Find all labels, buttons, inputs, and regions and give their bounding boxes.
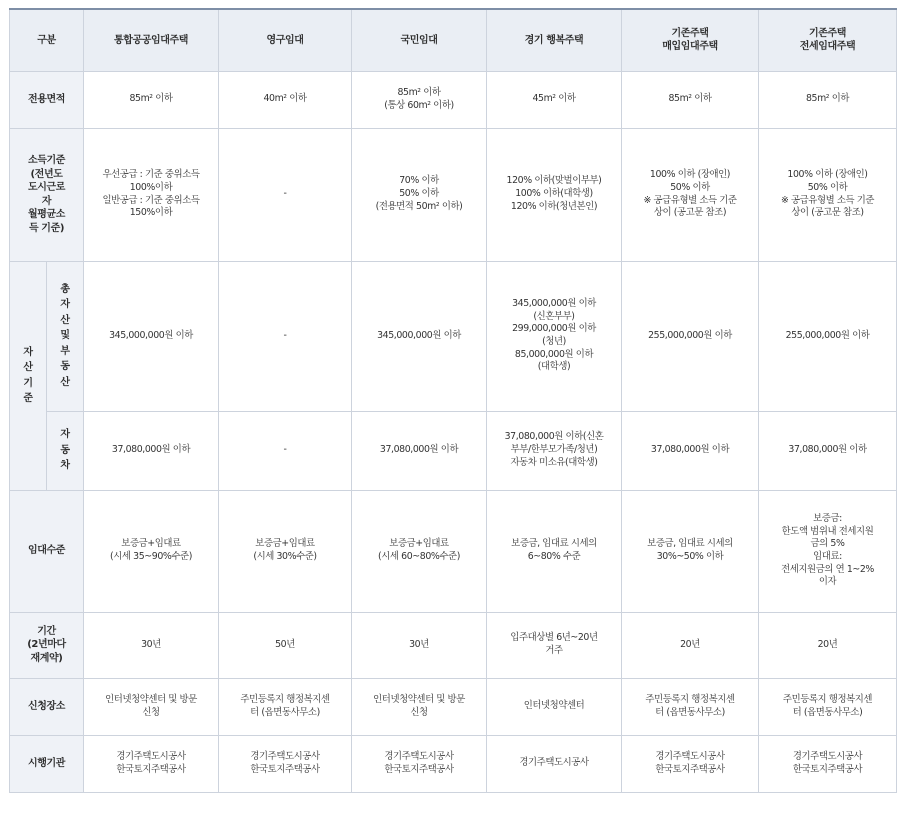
row-income-criteria bbox=[10, 128, 897, 261]
cell: 345,000,000원 이하 bbox=[84, 261, 219, 411]
row-rent-level bbox=[10, 490, 897, 612]
cell: 20년 bbox=[759, 612, 897, 678]
row-label-total-assets: 총 자 산 및 부 동 산 bbox=[47, 261, 84, 411]
row-total-assets bbox=[10, 261, 897, 411]
cell: 경기주택도시공사 한국토지주택공사 bbox=[219, 735, 352, 792]
cell: 50년 bbox=[219, 612, 352, 678]
cell: 70% 이하 50% 이하 (전용면적 50m² 이하) bbox=[352, 128, 487, 261]
cell: - bbox=[219, 411, 352, 490]
cell: 120% 이하(맞벌이부부) 100% 이하(대학생) 120% 이하(청년본인) bbox=[487, 128, 622, 261]
cell: 보증금, 임대료 시세의 30%~50% 이하 bbox=[622, 490, 759, 612]
header-purchase-rental: 기존주택 매입임대주택 bbox=[622, 9, 759, 71]
cell: 85m² 이하 bbox=[759, 71, 897, 128]
row-label-place: 신청장소 bbox=[10, 678, 84, 735]
cell: 인터넷청약센터 및 방문 신청 bbox=[84, 678, 219, 735]
header-integrated-public-rental: 통합공공임대주택 bbox=[84, 9, 219, 71]
housing-comparison-table bbox=[9, 8, 897, 793]
cell: 주민등록지 행정복지센 터 (읍면동사무소) bbox=[759, 678, 897, 735]
cell: 보증금+임대료 (시세 35~90%수준) bbox=[84, 490, 219, 612]
cell: 37,080,000원 이하 bbox=[759, 411, 897, 490]
cell: 경기주택도시공사 한국토지주택공사 bbox=[759, 735, 897, 792]
cell: 입주대상별 6년~20년 거주 bbox=[487, 612, 622, 678]
row-car bbox=[10, 411, 897, 490]
cell: 경기주택도시공사 한국토지주택공사 bbox=[622, 735, 759, 792]
cell: 37,080,000원 이하 bbox=[84, 411, 219, 490]
cell: 인터넷청약센터 및 방문 신청 bbox=[352, 678, 487, 735]
cell: 보증금, 임대료 시세의 6~80% 수준 bbox=[487, 490, 622, 612]
cell: 37,080,000원 이하 bbox=[622, 411, 759, 490]
cell: 우선공급 : 기준 중위소득 100%이하 일반공급 : 기준 중위소득 150%이하 bbox=[84, 128, 219, 261]
header-national-rental: 국민임대 bbox=[352, 9, 487, 71]
cell: 85m² 이하 bbox=[622, 71, 759, 128]
cell: 보증금: 한도액 범위내 전세지원 금의 5% 임대료: 전세지원금의 연 1~2% 이자 bbox=[759, 490, 897, 612]
cell: 인터넷청약센터 bbox=[487, 678, 622, 735]
cell: - bbox=[219, 261, 352, 411]
row-agency bbox=[10, 735, 897, 792]
header-gyeonggi-happy-housing: 경기 행복주택 bbox=[487, 9, 622, 71]
cell: - bbox=[219, 128, 352, 261]
cell: 30년 bbox=[352, 612, 487, 678]
cell: 100% 이하 (장애인) 50% 이하 ※ 공급유형별 소득 기준 상이 (공고문 참조) bbox=[622, 128, 759, 261]
row-label-income: 소득기준 (전년도 도시근로 자 월평균소 득 기준) bbox=[10, 128, 84, 261]
cell: 30년 bbox=[84, 612, 219, 678]
row-label-asset-criteria: 자 산 기 준 bbox=[10, 261, 47, 490]
cell: 보증금+임대료 (시세 60~80%수준) bbox=[352, 490, 487, 612]
row-label-rent: 임대수준 bbox=[10, 490, 84, 612]
cell: 255,000,000원 이하 bbox=[622, 261, 759, 411]
header-row bbox=[10, 9, 897, 71]
cell: 경기주택도시공사 한국토지주택공사 bbox=[84, 735, 219, 792]
row-exclusive-area bbox=[10, 71, 897, 128]
cell: 45m² 이하 bbox=[487, 71, 622, 128]
cell: 37,080,000원 이하 bbox=[352, 411, 487, 490]
header-category: 구분 bbox=[10, 9, 84, 71]
header-jeonse-rental: 기존주택 전세임대주택 bbox=[759, 9, 897, 71]
cell: 경기주택도시공사 한국토지주택공사 bbox=[352, 735, 487, 792]
cell: 주민등록지 행정복지센 터 (읍면동사무소) bbox=[622, 678, 759, 735]
cell: 37,080,000원 이하(신혼 부부/한부모가족/청년) 자동차 미소유(대학생) bbox=[487, 411, 622, 490]
cell: 345,000,000원 이하 (신혼부부) 299,000,000원 이하 (청년) 85,000,000원 이하 (대학생) bbox=[487, 261, 622, 411]
cell: 주민등록지 행정복지센 터 (읍면동사무소) bbox=[219, 678, 352, 735]
cell: 85m² 이하 bbox=[84, 71, 219, 128]
cell: 345,000,000원 이하 bbox=[352, 261, 487, 411]
cell: 100% 이하 (장애인) 50% 이하 ※ 공급유형별 소득 기준 상이 (공고문 참조) bbox=[759, 128, 897, 261]
cell: 255,000,000원 이하 bbox=[759, 261, 897, 411]
cell: 40m² 이하 bbox=[219, 71, 352, 128]
row-application-place bbox=[10, 678, 897, 735]
row-period bbox=[10, 612, 897, 678]
cell: 경기주택도시공사 bbox=[487, 735, 622, 792]
row-label-car: 자 동 차 bbox=[47, 411, 84, 490]
row-label-area: 전용면적 bbox=[10, 71, 84, 128]
row-label-agency: 시행기관 bbox=[10, 735, 84, 792]
header-permanent-rental: 영구임대 bbox=[219, 9, 352, 71]
cell: 20년 bbox=[622, 612, 759, 678]
cell: 보증금+임대료 (시세 30%수준) bbox=[219, 490, 352, 612]
row-label-period: 기간 (2년마다 재계약) bbox=[10, 612, 84, 678]
cell: 85m² 이하 (통상 60m² 이하) bbox=[352, 71, 487, 128]
